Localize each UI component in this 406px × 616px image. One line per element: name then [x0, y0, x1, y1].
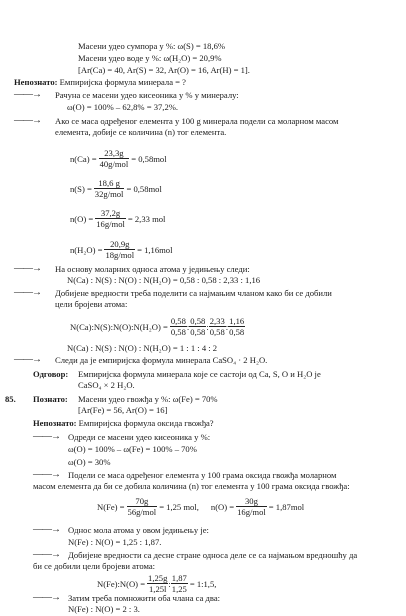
equation-n-s: [68, 178, 164, 199]
text-line: Ако се маса одређеног елемента у 100 g минерала подели са моларном масом: [55, 116, 339, 126]
equation-final-ratio: N(Fe):N(O) = $\frac{1,25g}{1,25l}$ : $\frac{1,87}{1,25}$ = 1:1,5,: [97, 573, 217, 594]
numerator: 2,33: [209, 316, 225, 326]
unknown-block: [14, 77, 186, 87]
denominator: 0,58: [170, 327, 186, 337]
denominator: 40g/mol: [99, 159, 129, 169]
equation-lhs: N(Ca):N(S):N(O):N(H₂O) =: [70, 321, 168, 332]
text-line: N(Fe) : N(O) = 2 : 3.: [68, 604, 140, 614]
text-line: ω(O) = 100% – ω(Fe) = 100% – 70%: [68, 444, 197, 454]
numerator: 23,3g: [99, 148, 130, 159]
numerator: 18,6 g: [94, 178, 125, 189]
arrow-icon: ——→: [33, 524, 60, 535]
equation-n-ca: [68, 148, 169, 169]
arrow-icon: ——→: [33, 469, 60, 480]
fraction: [236, 496, 267, 517]
equation-lhs: n(O) =: [210, 501, 235, 512]
text-line: Следи да је емпиријска формула минерала CaSO₄ · 2 H₂O.: [55, 355, 268, 365]
text-line: Одреди се масени удео кисеоника у %:: [68, 432, 211, 442]
denominator: 56g/mol: [127, 507, 157, 517]
unknown-label: Непознато:: [33, 418, 77, 428]
text-line: елемента, добије се количина (n) тог елемента.: [55, 127, 227, 137]
denominator: 16g/mol: [237, 507, 266, 517]
problem-number: 85.: [5, 394, 16, 404]
equation-rhs: = 0,58mol: [126, 183, 162, 194]
fraction: [94, 178, 125, 199]
numerator: 0,58: [190, 316, 206, 326]
arrow-icon: ——→: [33, 592, 60, 603]
denominator: 0,58: [229, 327, 245, 337]
denominator: 16g/mol: [96, 219, 125, 229]
arrow-icon: ——→: [14, 354, 41, 365]
numerator: 30g: [236, 496, 267, 507]
equation-rhs: = 1,25 mol,: [159, 501, 199, 512]
equation-rhs: = 1,87mol: [268, 501, 305, 512]
unknown-text: Емпиријска формула минерала = ?: [59, 77, 186, 87]
text-line: Подели се маса одређеног елемента у 100 грама оксида гвожђа моларном: [68, 470, 337, 480]
denominator: 1,25: [171, 584, 187, 594]
arrow-icon: ——→: [14, 263, 41, 274]
equation-lhs: N(Fe):N(O) =: [97, 578, 146, 589]
fraction: [104, 239, 135, 260]
numerator: 0,58: [170, 316, 186, 326]
denominator: 32g/mol: [94, 189, 124, 199]
text-line: масом елемента да би се добила количина (n) тог елемента у 100 грама оксида гвожђа:: [33, 481, 350, 491]
fraction: [228, 316, 245, 337]
text-line: [Ar(Fe) = 56, Ar(O) = 16]: [78, 405, 168, 415]
text-line: Масени удео сумпора у %: ω(S) = 18,6%: [78, 41, 226, 51]
text-line: [Ar(Ca) = 40, Ar(S) = 32, Ar(O) = 16, Ar(H) = 1].: [78, 65, 250, 75]
equation-lhs: n(O) =: [70, 213, 94, 224]
text-line: N(Fe) : N(O) = 1,25 : 1,87.: [68, 537, 162, 547]
unknown-block: [33, 418, 214, 428]
equation-lhs: n(Ca) =: [70, 153, 97, 164]
equation-lhs: N(Fe) =: [97, 501, 125, 512]
fraction: [170, 316, 187, 337]
denominator: 18g/mol: [105, 250, 135, 260]
answer-label: Одговор:: [33, 369, 69, 379]
unknown-text: Емпиријска формула оксида гвожђа?: [78, 418, 214, 428]
numerator: 70g: [127, 496, 158, 507]
text-line: Однос мола атома у овом једињењу је:: [68, 525, 209, 535]
answer-text: CaSO₄ × 2 H₂O.: [78, 380, 135, 390]
numerator: 1,16: [229, 316, 245, 326]
equation-n-h2o: [68, 239, 175, 260]
equation-rhs: = 2,33 mol: [127, 213, 166, 224]
text-line: би се добили цели бројеви атома:: [33, 561, 156, 571]
text-line: ω(O) = 100% – 62,8% = 37,2%.: [67, 102, 179, 112]
arrow-icon: ——→: [33, 431, 60, 442]
text-line: N(Ca) : N(S) : N(O) : N(H₂O) = 0,58 : 0,58 : 2,33 : 1,16: [67, 275, 261, 285]
numerator: 1,87: [171, 573, 187, 583]
text-line: ω(O) = 30%: [68, 457, 111, 467]
numerator: 1,25g: [148, 573, 168, 583]
text-line: Добијене вредности са десне стране односа деле се са најмањом вредношћу да: [68, 550, 358, 560]
text-line: Затим треба помножити оба члана са два:: [68, 593, 221, 603]
fraction: [171, 573, 188, 594]
equation-rhs: = 1:1,5,: [189, 578, 217, 589]
text-line: На основу моларних односа атома у једињењу следи:: [55, 264, 250, 274]
text-line: N(Ca) : N(S) : N(O) : N(H₂O) = 1 : 1 : 4 : 2: [67, 343, 218, 353]
arrow-icon: ——→: [14, 89, 41, 100]
text-line: Добијене вредности треба поделити са најмањим чланом како би се добили: [55, 288, 332, 298]
known-label: Познато:: [33, 394, 68, 404]
equation-rhs: = 1,16mol: [137, 244, 173, 255]
equation-lhs: n(H₂O) =: [70, 244, 103, 255]
arrow-icon: ——→: [14, 287, 41, 298]
answer-text: Емпиријска формула минерала које се састоји од Ca, S, O и H₂O је: [78, 369, 321, 379]
unknown-label: Непознато:: [14, 77, 58, 87]
numerator: 20,9g: [104, 239, 135, 250]
numerator: 37,2g: [95, 208, 126, 219]
fraction: [209, 316, 226, 337]
arrow-icon: ——→: [33, 549, 60, 560]
fraction: [189, 316, 206, 337]
equation-n-o: [68, 208, 167, 229]
text-line: цели бројеви атома:: [55, 299, 128, 309]
arrow-icon: ——→: [14, 115, 41, 126]
denominator: 1,25l: [149, 584, 167, 594]
equation-n-fe-o: [95, 496, 306, 517]
equation-lhs: n(S) =: [70, 183, 92, 194]
fraction: [127, 496, 158, 517]
denominator: 0,58: [190, 327, 206, 337]
fraction: [99, 148, 130, 169]
text-line: Рачуна се масени удео кисеоника у % у минералу:: [55, 90, 239, 100]
text-line: Масени удео воде у %: ω(H₂O) = 20,9%: [78, 53, 222, 63]
fraction: [147, 573, 168, 594]
fraction: [95, 208, 126, 229]
denominator: 0,58: [209, 327, 225, 337]
equation-ratio: N(Ca):N(S):N(O):N(H₂O) = $\frac{0,58}{0,58}$ : $\frac{0,58}{0,58}$ : $\frac{2,33}{0,58}$ : $\frac{1,16}{0,58}$: [70, 316, 245, 337]
equation-rhs: = 0,58mol: [131, 153, 167, 164]
known-text: Масени удео гвожђа у %: ω(Fe) = 70%: [78, 394, 218, 404]
